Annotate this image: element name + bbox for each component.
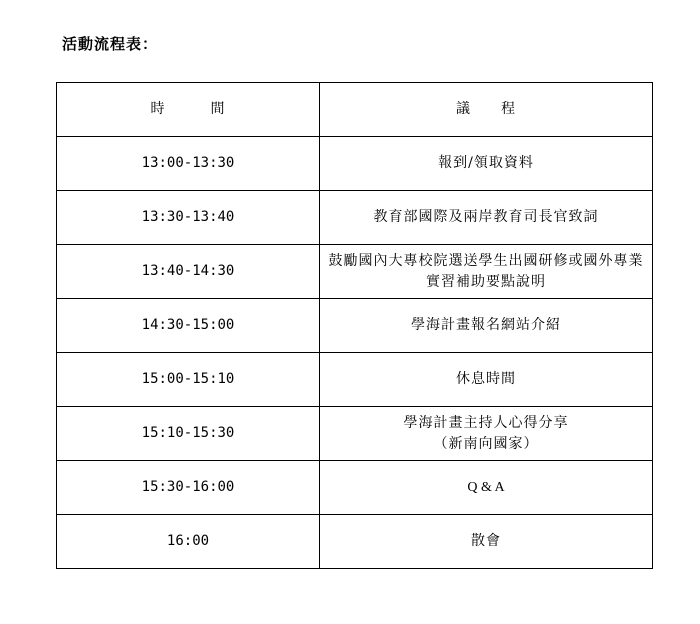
agenda-cell: 教育部國際及兩岸教育司長官致詞 bbox=[320, 191, 653, 245]
table-row bbox=[57, 461, 653, 515]
agenda-cell: 報到/領取資料 bbox=[320, 137, 653, 191]
time-cell: 15:00-15:10 bbox=[57, 353, 320, 407]
table-row bbox=[57, 515, 653, 569]
table-row bbox=[57, 191, 653, 245]
agenda-cell: 散會 bbox=[320, 515, 653, 569]
agenda-cell: 鼓勵國內大專校院選送學生出國研修或國外專業實習補助要點說明 bbox=[320, 245, 653, 299]
time-cell: 15:10-15:30 bbox=[57, 407, 320, 461]
agenda-cell: 學海計畫報名網站介紹 bbox=[320, 299, 653, 353]
table-row bbox=[57, 137, 653, 191]
header-agenda: 議 程 bbox=[320, 83, 653, 137]
page-title: 活動流程表： bbox=[62, 35, 159, 53]
table-row bbox=[57, 353, 653, 407]
time-cell: 15:30-16:00 bbox=[57, 461, 320, 515]
table-row bbox=[57, 407, 653, 461]
header-time: 時 間 bbox=[57, 83, 320, 137]
table-row bbox=[57, 299, 653, 353]
time-cell: 13:40-14:30 bbox=[57, 245, 320, 299]
agenda-cell: Q & A bbox=[320, 461, 653, 515]
table-row bbox=[57, 245, 653, 299]
agenda-cell: 學海計畫主持人心得分享 （新南向國家） bbox=[320, 407, 653, 461]
time-cell: 13:00-13:30 bbox=[57, 137, 320, 191]
agenda-cell: 休息時間 bbox=[320, 353, 653, 407]
table-header-row bbox=[57, 83, 653, 137]
time-cell: 14:30-15:00 bbox=[57, 299, 320, 353]
time-cell: 13:30-13:40 bbox=[57, 191, 320, 245]
time-cell: 16:00 bbox=[57, 515, 320, 569]
schedule-table bbox=[56, 82, 653, 569]
